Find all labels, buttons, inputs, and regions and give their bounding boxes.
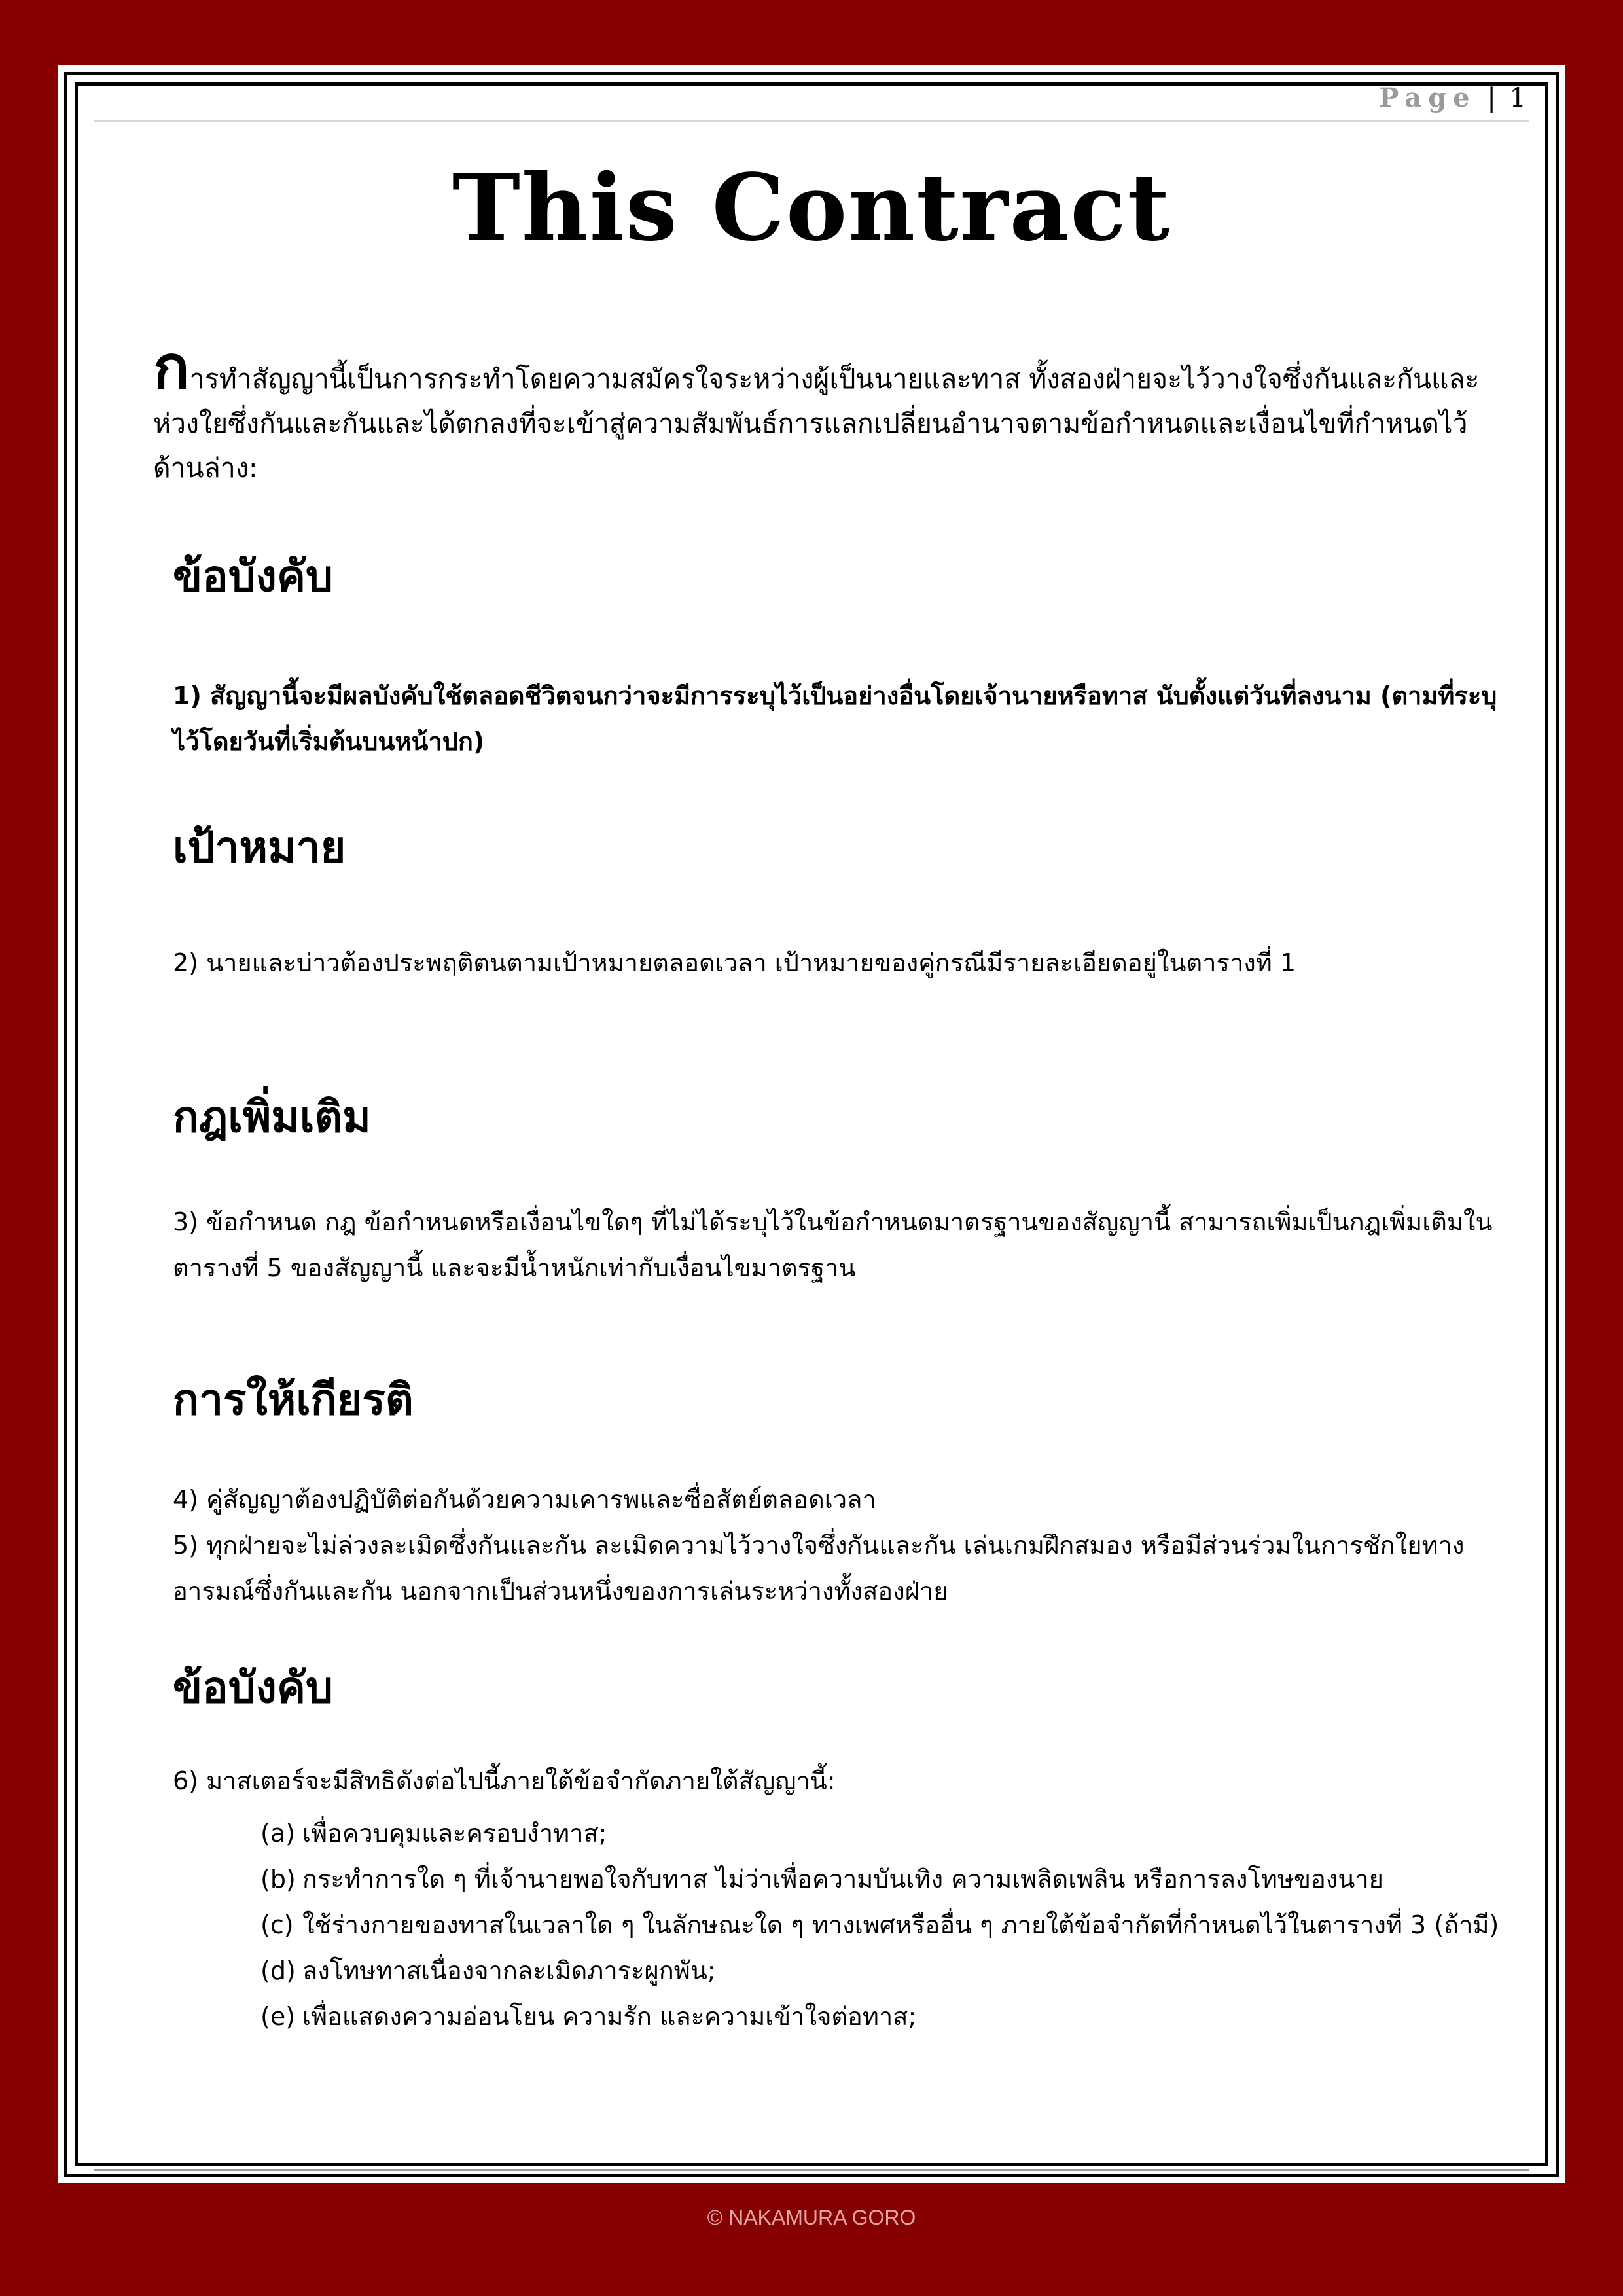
list-item-text: ลงโทษทาสเนื่องจากละเมิดภาระผูกพัน; [302, 1956, 716, 1985]
list-item-label: (a) [260, 1819, 295, 1848]
clause-6: 6) มาสเตอร์จะมีสิทธิดังต่อไปนี้ภายใต้ข้อจำกัดภายใต้สัญญานี้: [173, 1767, 836, 1795]
list-item-text: ใช้ร่างกายของทาสในเวลาใด ๆ ในลักษณะใด ๆ ทางเพศหรืออื่น ๆ ภายใต้ข้อจำกัดที่กำหนดไว้ในตารางที่ 3 (ถ้ามี) [302, 1910, 1499, 1939]
clause-1: 1) สัญญานี้จะมีผลบังคับใช้ตลอดชีวิตจนกว่าจะมีการระบุไว้เป็นอย่างอื่นโดยเจ้านายหรือทาส นับตั้งแต่วันที่ลงนาม (ตามที่ระบุไว้โดยวันที่เริ่มต้นบนหน้าปก) [173, 681, 1497, 756]
page-number-separator: | [1487, 83, 1496, 113]
section-heading: ข้อบังคับ [173, 1662, 333, 1713]
list-item-label: (c) [260, 1910, 294, 1939]
drop-cap: ก [153, 332, 190, 403]
list-item [260, 1856, 1524, 1902]
footer-divider [94, 2169, 1529, 2171]
page-number [1379, 82, 1526, 114]
contract-page [58, 65, 1565, 2183]
section-heading: การให้เกียรติ [173, 1374, 414, 1425]
list-item-text: เพื่อควบคุมและครอบงำทาส; [302, 1819, 607, 1848]
list-item [260, 1994, 1524, 2039]
header-divider [94, 120, 1529, 122]
list-item-label: (e) [260, 2002, 296, 2031]
list-item-label: (d) [260, 1956, 296, 1985]
intro-text: ารทำสัญญานี้เป็นการกระทำโดยความสมัครใจระหว่างผู้เป็นนายและทาส ทั้งสองฝ่ายจะไว้วางใจซึ่งกันและกันและห่วงใยซึ่งกันและกันและได้ตกลงที่จะเข้าสู่ความสัมพันธ์การแลกเปลี่ยนอำนาจตามข้อกำหนดและเงื่อนไขที่กำหนดไว้ด้านล่าง: [153, 363, 1480, 484]
page-number-label: Page [1379, 82, 1476, 113]
clause-6-rights-list [260, 1810, 1524, 2039]
list-item-label: (b) [260, 1865, 296, 1893]
section-heading: กฎเพิ่มเติม [173, 1092, 371, 1142]
section-heading: เป้าหมาย [173, 822, 346, 872]
document-title: This Contract [452, 154, 1171, 262]
clause-4: 4) คู่สัญญาต้องปฏิบัติต่อกันด้วยความเคารพและซื่อสัตย์ตลอดเวลา [173, 1485, 876, 1514]
section-heading: ข้อบังคับ [173, 551, 333, 601]
clause-2: 2) นายและบ่าวต้องประพฤติตนตามเป้าหมายตลอดเวลา เป้าหมายของคู่กรณีมีรายละเอียดอยู่ในตารางที่ 1 [173, 948, 1296, 977]
page-number-value: 1 [1509, 83, 1526, 113]
list-item-text: เพื่อแสดงความอ่อนโยน ความรัก และความเข้าใจต่อทาส; [302, 2002, 917, 2031]
clause-5: 5) ทุกฝ่ายจะไม่ล่วงละเมิดซึ่งกันและกัน ละเมิดความไว้วางใจซึ่งกันและกัน เล่นเกมฝึกสมอง หรือมีส่วนร่วมในการชักใยทางอารมณ์ซึ่งกันและกัน นอกจากเป็นส่วนหนึ่งของการเล่นระหว่างทั้งสองฝ่าย [173, 1531, 1465, 1605]
list-item [260, 1810, 1524, 1856]
list-item [260, 1948, 1524, 1994]
list-item-text: กระทำการใด ๆ ที่เจ้านายพอใจกับทาส ไม่ว่าเพื่อความบันเทิง ความเพลิดเพลิน หรือการลงโทษของนาย [302, 1865, 1383, 1893]
copyright-notice: © NAKAMURA GORO [707, 2206, 916, 2229]
clause-3: 3) ข้อกำหนด กฎ ข้อกำหนดหรือเงื่อนไขใดๆ ที่ไม่ได้ระบุไว้ในข้อกำหนดมาตรฐานของสัญญานี้ สามารถเพิ่มเป็นกฎเพิ่มเติมในตารางที่ 5 ของสัญญานี้ และจะมีน้ำหนักเท่ากับเงื่อนไขมาตรฐาน [173, 1208, 1493, 1282]
list-item [260, 1902, 1524, 1948]
intro-paragraph [153, 332, 1488, 490]
